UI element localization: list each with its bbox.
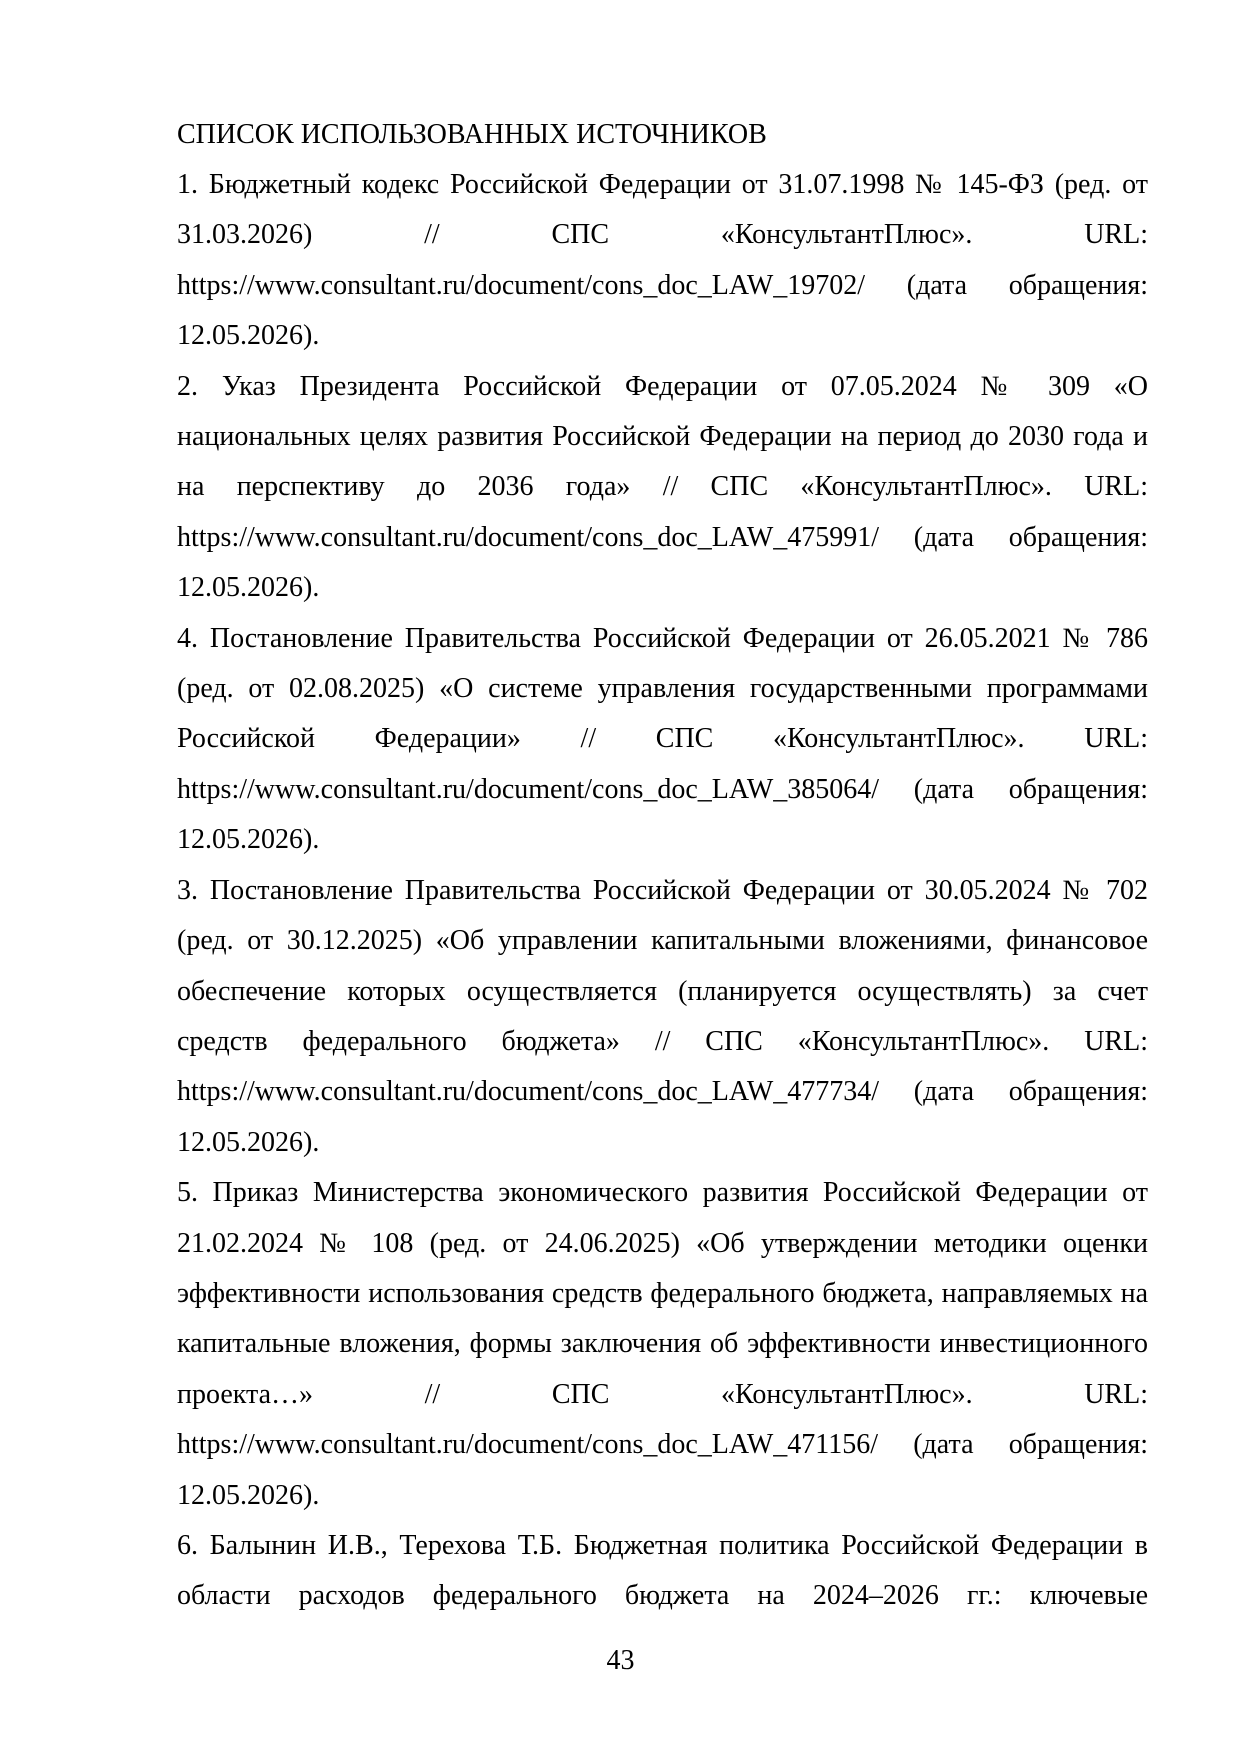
- source-entry-4: 4. Постановление Правительства Российской Федерации от 26.05.2021 № 786 (ред. от 02.08.2025) «О системе управления государственными программами Российской Федерации» // СПС «КонсультантПлюс». URL: https://www.consultant.ru/document/cons_doc_LAW_385064/ (дата обращения: 12.05.2026).: [177, 622, 1148, 856]
- source-entry-1: 1. Бюджетный кодекс Российской Федерации от 31.07.1998 № 145-ФЗ (ред. от 31.03.2026) // СПС «КонсультантПлюс». URL: https://www.consultant.ru/document/cons_doc_LAW_19702/ (дата обращения: 12.05.2026).: [177, 169, 1148, 352]
- source-entry-3: 3. Постановление Правительства Российской Федерации от 30.05.2024 № 702 (ред. от 30.12.2025) «Об управлении капитальными вложениями, финансовое обеспечение которых осуществляется (планируется осуществлять) за счет средств федерального бюджета» // СПС «КонсультантПлюс». URL: https://www.consultant.ru/document/cons_doc_LAW_477734/ (дата обращения: 12.05.2026).: [177, 874, 1148, 1158]
- bibliography-heading: СПИСОК ИСПОЛЬЗОВАННЫХ ИСТОЧНИКОВ: [177, 119, 767, 150]
- source-entry-5: 5. Приказ Министерства экономического развития Российской Федерации от 21.02.2024 № 108 (ред. от 24.06.2025) «Об утверждении методики оценки эффективности использования средств федерального бюджета, направляемых на капитальные вложения, формы заключения об эффективности инвестиционного проекта…» // СПС «КонсультантПлюс». URL: https://www.consultant.ru/document/cons_doc_LAW_471156/ (дата обращения: 12.05.2026).: [177, 1177, 1148, 1511]
- page-number: 43: [606, 1645, 635, 1676]
- source-entry-6: 6. Балынин И.В., Терехова Т.Б. Бюджетная политика Российской Федерации в области расходов федерального бюджета на 2024–2026 гг.: ключевые: [177, 1529, 1148, 1612]
- source-entry-2: 2. Указ Президента Российской Федерации от 07.05.2024 № 309 «О национальных целях развития Российской Федерации на период до 2030 года и на перспективу до 2036 года» // СПС «КонсультантПлюс». URL: https://www.consultant.ru/document/cons_doc_LAW_475991/ (дата обращения: 12.05.2026).: [177, 370, 1148, 604]
- document-page: [177, 110, 1148, 1622]
